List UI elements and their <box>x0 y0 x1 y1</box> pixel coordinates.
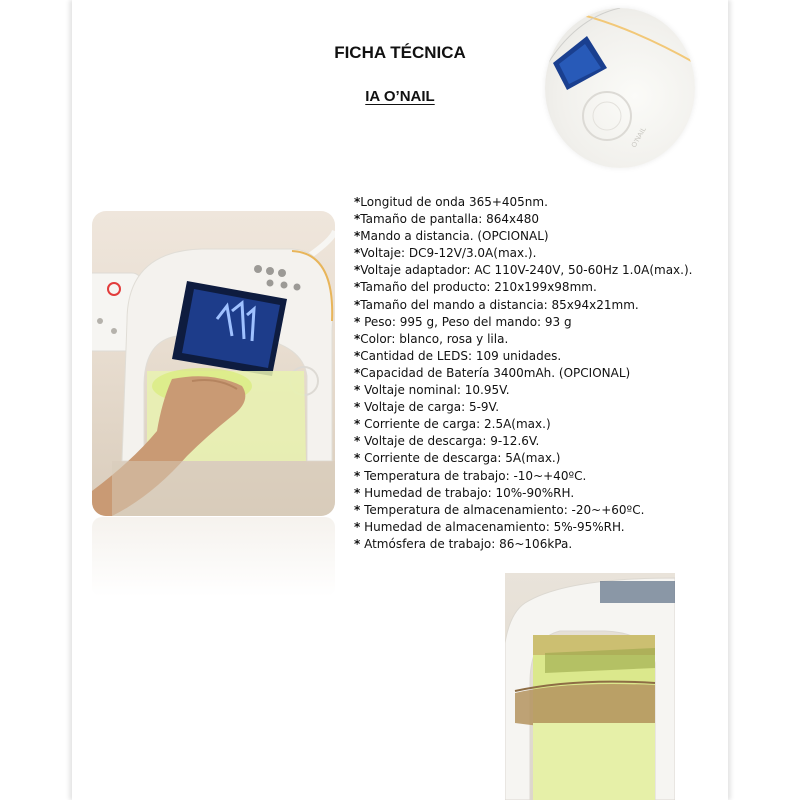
document-title: FICHA TÉCNICA <box>334 43 466 62</box>
nail-lamp-illustration <box>92 211 335 516</box>
spec-item: * Voltaje de carga: 5-9V. <box>354 400 500 415</box>
main-image-reflection <box>92 517 335 597</box>
spec-item: *Longitud de onda 365+405nm. <box>354 195 548 209</box>
product-closeup-image <box>545 8 695 168</box>
spec-item: *Mando a distancia. (OPCIONAL) <box>354 229 549 244</box>
spec-item: * Peso: 995 g, Peso del mando: 93 g <box>354 314 572 329</box>
spec-item: *Tamaño del mando a distancia: 85x94x21mm. <box>354 297 639 312</box>
spec-item: *Cantidad de LEDS: 109 unidades. <box>354 348 562 363</box>
svg-text:O'NAIL: O'NAIL <box>630 126 648 149</box>
product-name: IA O’NAIL <box>365 88 435 105</box>
spec-item: * Corriente de carga: 2.5A(max.) <box>354 417 551 432</box>
spec-item: * Voltaje de descarga: 9-12.6V. <box>354 434 540 449</box>
spec-item: * Corriente de descarga: 5A(max.) <box>354 451 561 466</box>
spec-item: * Temperatura de trabajo: -10~+40ºC. <box>354 468 587 483</box>
side-product-image <box>505 573 675 800</box>
spec-item: *Color: blanco, rosa y lila. <box>354 331 509 346</box>
nail-lamp-side-illustration <box>505 573 675 800</box>
closeup-illustration <box>545 8 695 168</box>
spec-list <box>354 194 734 553</box>
spec-item: *Capacidad de Batería 3400mAh. (OPCIONAL) <box>354 365 631 380</box>
spec-item: * Atmósfera de trabajo: 86~106kPa. <box>354 536 573 551</box>
spec-item: *Tamaño del producto: 210x199x98mm. <box>354 280 597 295</box>
spec-item: *Voltaje adaptador: AC 110V-240V, 50-60Hz 1.0A(max.). <box>354 263 693 278</box>
spec-item: * Temperatura de almacenamiento: -20~+60ºC. <box>354 502 645 517</box>
main-product-image <box>92 211 335 516</box>
spec-item: * Humedad de trabajo: 10%-90%RH. <box>354 485 575 500</box>
spec-item: * Voltaje nominal: 10.95V. <box>354 383 510 398</box>
spec-item: *Voltaje: DC9-12V/3.0A(max.). <box>354 246 537 261</box>
spec-item: * Humedad de almacenamiento: 5%-95%RH. <box>354 519 625 534</box>
spec-item: *Tamaño de pantalla: 864x480 <box>354 212 540 227</box>
